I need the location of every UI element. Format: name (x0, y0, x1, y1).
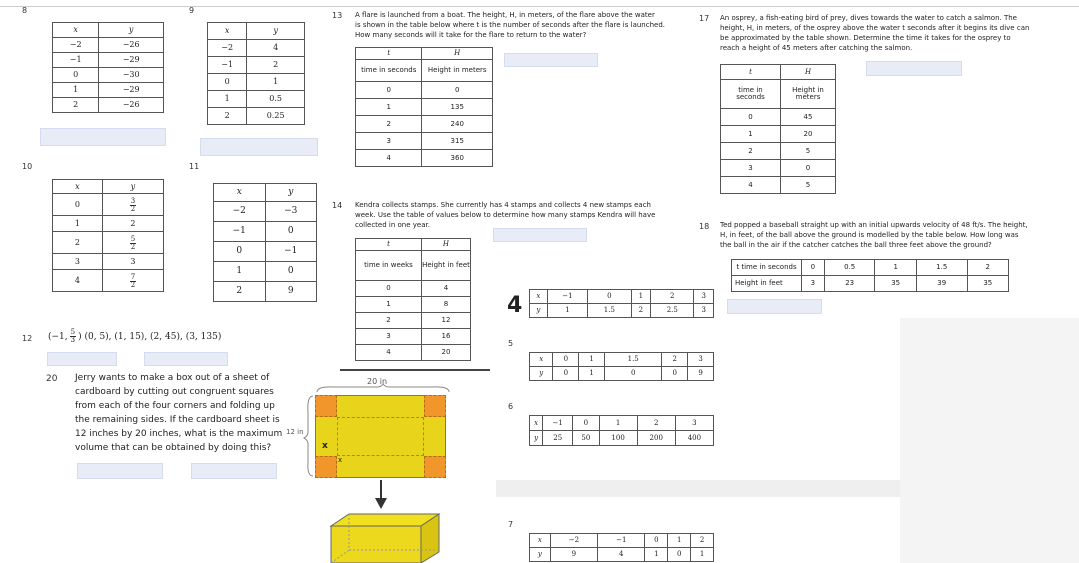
cell: 0 (553, 367, 579, 381)
width-brace (315, 384, 451, 394)
cell: 2 (208, 108, 247, 125)
answer-box-9[interactable] (200, 138, 318, 156)
header-height: Height in meters (422, 60, 493, 82)
cell: 8 (421, 297, 470, 313)
corner-square-bl (315, 456, 337, 478)
cell: −30 (99, 68, 164, 83)
answer-box-13[interactable] (504, 53, 598, 67)
header-x: x (214, 184, 266, 202)
problem-17-text (720, 13, 1075, 53)
cell: 1.5 (588, 304, 631, 318)
text-line: height, H, in meters, of the osprey above the water t seconds after it begins its dive can (720, 24, 1030, 32)
cell: 0.25 (247, 108, 305, 125)
problem-10-table (52, 179, 164, 292)
problem-14-table (355, 238, 471, 361)
cell: −1 (208, 57, 247, 74)
cell: 0 (208, 74, 247, 91)
cell: −1 (598, 534, 645, 548)
cell: 45 (781, 109, 836, 126)
cell: 1 (214, 262, 266, 282)
numerator: 5 (130, 234, 136, 243)
cell: 315 (422, 133, 493, 150)
down-arrow-icon (374, 480, 388, 510)
cell: 0 (605, 367, 662, 381)
cell: 0 (422, 82, 493, 99)
cell: 16 (421, 329, 470, 345)
problem-5-number: 5 (508, 339, 514, 348)
corner-square-tl (315, 395, 337, 417)
cell: 5 (781, 143, 836, 160)
var-t: t (356, 48, 422, 60)
cell: 9 (265, 282, 317, 302)
cell: 200 (637, 431, 675, 446)
cut-label-x: x (338, 456, 343, 464)
header-x: x (53, 180, 103, 194)
table-6 (529, 415, 714, 446)
cell: 2 (356, 313, 422, 329)
cell: 3 (675, 416, 713, 431)
text-line: cardboard by cutting out congruent squares (75, 387, 274, 397)
cell: −1 (547, 290, 587, 304)
answer-box-12[interactable] (47, 352, 117, 366)
cell: 2 (247, 57, 305, 74)
denominator: 3 (70, 336, 76, 344)
cell: 1 (356, 297, 422, 313)
text-line: the ball in the air if the catcher catches the ball three feet above the ground? (720, 241, 992, 249)
text-line: How many seconds will it take for the flare to return to the water? (355, 31, 587, 39)
cell: 5 (781, 177, 836, 194)
cell: −2 (53, 38, 99, 53)
cell: 360 (422, 150, 493, 167)
cell: 1.5 (916, 260, 967, 276)
header-y: y (102, 180, 163, 194)
var-t: t (356, 239, 422, 251)
cell: y (530, 548, 551, 562)
cell: 1 (645, 548, 668, 562)
cell: 2 (651, 290, 694, 304)
cell: 2 (53, 232, 103, 254)
text-line: from each of the four corners and folding up (75, 401, 275, 411)
cell: 3 (356, 133, 422, 150)
cell: 0 (668, 548, 691, 562)
cell: 1.5 (605, 353, 662, 367)
text-line: the remaining sides. If the cardboard sheet is (75, 415, 280, 425)
problem-13-table (355, 47, 493, 167)
cell: 2 (356, 116, 422, 133)
problem-12-number: 12 (22, 334, 33, 343)
cell: 4 (356, 345, 422, 361)
cell: x (530, 534, 551, 548)
cell: 9 (688, 367, 714, 381)
cell: 1 (599, 416, 637, 431)
cell: 4 (356, 150, 422, 167)
cell: 0 (356, 281, 422, 297)
cell: 3 (102, 254, 163, 270)
header-y: y (99, 23, 164, 38)
cell: 4 (421, 281, 470, 297)
table-7 (529, 533, 714, 562)
problem-7-number: 7 (508, 520, 514, 529)
denominator: 2 (130, 280, 136, 289)
cell: 1 (579, 353, 605, 367)
cell: 0 (781, 160, 836, 177)
problem-11-table (213, 183, 317, 302)
cell: 23 (824, 276, 875, 292)
cell: 0.5 (824, 260, 875, 276)
numerator: 5 (70, 328, 76, 336)
problem-9-number: 9 (189, 6, 195, 15)
text-line: is shown in the table below where t is the number of seconds after the flare is launched. (355, 21, 665, 29)
var-t: t (721, 65, 781, 80)
cell: 3 (356, 329, 422, 345)
text-line: 12 inches by 20 inches, what is the maximum (75, 429, 283, 439)
cell: 20 (421, 345, 470, 361)
problem-10-number: 10 (22, 162, 33, 171)
cell: 240 (422, 116, 493, 133)
cell: −1 (543, 416, 573, 431)
cell: 3 (802, 276, 825, 292)
header-height: Height in meters (781, 80, 836, 109)
text-line: volume that can be obtained by doing this? (75, 443, 272, 453)
problem-18-text (720, 220, 1075, 250)
denominator: 2 (130, 204, 136, 213)
cell: 25 (543, 431, 573, 446)
cell: y (530, 304, 548, 318)
cell: −26 (99, 38, 164, 53)
answer-box-18[interactable] (727, 299, 822, 314)
width-label: 20 in (367, 377, 388, 386)
cell: x (530, 353, 553, 367)
problem-6-number: 6 (508, 402, 514, 411)
cell: 1 (579, 367, 605, 381)
answer-box-12b[interactable] (144, 352, 228, 366)
cell: 0 (356, 82, 422, 99)
text-line: week. Use the table of values below to determine how many stamps Kendra will have (355, 211, 656, 219)
header-x: x (53, 23, 99, 38)
cell: x (530, 290, 548, 304)
cell: 1 (356, 99, 422, 116)
cell: y (530, 367, 553, 381)
cell: 0 (214, 242, 266, 262)
blank-panel (900, 318, 1079, 563)
cell: 2 (662, 353, 688, 367)
cell: 35 (967, 276, 1008, 292)
cell: 135 (422, 99, 493, 116)
header-time: time in seconds (721, 80, 781, 109)
header-height: Height in feet (421, 251, 470, 281)
var-h: H (422, 48, 493, 60)
problem-11-number: 11 (189, 162, 200, 171)
cell: 50 (573, 431, 599, 446)
cell: 3 (721, 160, 781, 177)
table-4 (529, 289, 714, 318)
cell: 1 (53, 216, 103, 232)
cell: −29 (99, 53, 164, 68)
corner-square-tr (424, 395, 446, 417)
height-label: 12 in (286, 428, 304, 436)
problem-13-text (355, 10, 695, 40)
cell: 2 (967, 260, 1008, 276)
cell: 0 (265, 222, 317, 242)
cell: 39 (916, 276, 967, 292)
cell: 2 (691, 534, 714, 548)
cell: 0 (265, 262, 317, 282)
fold-line-rect (337, 417, 424, 456)
answer-box-17[interactable] (866, 61, 962, 76)
cell: 1 (247, 74, 305, 91)
cell: −2 (550, 534, 597, 548)
cell: 1 (721, 126, 781, 143)
problem-8-number: 8 (22, 6, 28, 15)
problem-18-number: 18 (699, 222, 710, 231)
cell: 2 (102, 216, 163, 232)
table-5 (529, 352, 714, 381)
cell: 1 (631, 290, 651, 304)
header-height: Height in feet (732, 276, 802, 292)
cell: 2 (214, 282, 266, 302)
cell: 0 (573, 416, 599, 431)
section-divider-line (340, 369, 490, 371)
blank-strip (496, 480, 900, 497)
corner-square-br (424, 456, 446, 478)
text-line: collected in one year. (355, 221, 430, 229)
cell: 3 (694, 304, 714, 318)
numerator: 3 (130, 196, 136, 205)
answer-box-8[interactable] (40, 128, 166, 146)
problem-14-number: 14 (332, 201, 343, 210)
problem-20-text (75, 371, 295, 455)
cell: −2 (214, 202, 266, 222)
problem-12-points (48, 329, 221, 344)
header-time: time in weeks (356, 251, 422, 281)
problem-17-table (720, 64, 836, 194)
cell: 4 (598, 548, 645, 562)
cell: x (530, 416, 543, 431)
cell: 20 (781, 126, 836, 143)
cell: 1 (691, 548, 714, 562)
fraction-cell (102, 270, 163, 292)
denominator: 2 (130, 242, 136, 251)
cell: 1 (547, 304, 587, 318)
cell: 3 (53, 254, 103, 270)
text-line: H, in feet, of the ball above the ground is modelled by the table below. How long was (720, 231, 1019, 239)
corner-label-x: x (322, 441, 328, 451)
cell: 35 (875, 276, 916, 292)
problem-14-text (355, 200, 695, 230)
cell: 2 (721, 143, 781, 160)
var-h: H (421, 239, 470, 251)
numerator: 7 (130, 272, 136, 281)
cell: 12 (421, 313, 470, 329)
cell: 1 (208, 91, 247, 108)
cell: 4 (247, 40, 305, 57)
cell: 1 (668, 534, 691, 548)
cell: 2.5 (651, 304, 694, 318)
open-box-illustration (329, 512, 441, 563)
text-line: Jerry wants to make a box out of a sheet of (75, 373, 270, 383)
header-y: y (265, 184, 317, 202)
cell: 2 (637, 416, 675, 431)
cell: −1 (265, 242, 317, 262)
text-line: Kendra collects stamps. She currently has 4 stamps and collects 4 new stamps each (355, 201, 651, 209)
cell: y (530, 431, 543, 446)
cell: −1 (53, 53, 99, 68)
cell: −2 (208, 40, 247, 57)
fraction-cell (102, 194, 163, 216)
fraction-cell (102, 232, 163, 254)
cell: 2 (631, 304, 651, 318)
text-line: be approximated by the table shown. Determine the time it takes for the osprey to (720, 34, 1011, 42)
header-time: t time in seconds (732, 260, 802, 276)
cell: 3 (694, 290, 714, 304)
header-x: x (208, 23, 247, 40)
header-y: y (247, 23, 305, 40)
problem-8-table (52, 22, 164, 113)
height-brace (303, 394, 315, 478)
text-line: Ted popped a baseball straight up with an initial upwards velocity of 48 ft/s. The height, (720, 221, 1028, 229)
answer-box-20[interactable] (77, 463, 163, 479)
header-time: time in seconds (356, 60, 422, 82)
point-list: ) (0, 5), (1, 15), (2, 45), (3, 135) (78, 331, 222, 342)
point-prefix: (−1, (48, 331, 68, 342)
cell: −1 (214, 222, 266, 242)
cell: 1 (53, 83, 99, 98)
cell: 1 (875, 260, 916, 276)
cell: 9 (550, 548, 597, 562)
cell: 0 (662, 367, 688, 381)
problem-13-number: 13 (332, 11, 343, 20)
problem-9-table (207, 22, 305, 125)
cell: 2 (53, 98, 99, 113)
cell: −3 (265, 202, 317, 222)
cell: −26 (99, 98, 164, 113)
cell: 3 (688, 353, 714, 367)
cell: 0 (588, 290, 631, 304)
problem-20-number: 20 (46, 374, 58, 384)
cell: 4 (53, 270, 103, 292)
cell: −29 (99, 83, 164, 98)
page-top-divider (0, 6, 1079, 7)
cell: 400 (675, 431, 713, 446)
var-h: H (781, 65, 836, 80)
text-line: reach a height of 45 meters after catching the salmon. (720, 44, 913, 52)
cell: 0.5 (247, 91, 305, 108)
answer-box-14[interactable] (493, 228, 587, 242)
cell: 100 (599, 431, 637, 446)
text-line: An osprey, a fish-eating bird of prey, dives towards the water to catch a salmon. The (720, 14, 1017, 22)
cell: 0 (553, 353, 579, 367)
cell: 0 (721, 109, 781, 126)
point-fraction (70, 329, 76, 344)
problem-18-table (731, 259, 1009, 292)
cell: 4 (721, 177, 781, 194)
handwritten-mark-4: 4 (507, 293, 523, 318)
text-line: A flare is launched from a boat. The height, H, in meters, of the flare above the water (355, 11, 655, 19)
cell: 0 (53, 68, 99, 83)
cell: 0 (53, 194, 103, 216)
cell: 0 (645, 534, 668, 548)
answer-box-20b[interactable] (191, 463, 277, 479)
problem-17-number: 17 (699, 14, 710, 23)
cell: 0 (802, 260, 825, 276)
